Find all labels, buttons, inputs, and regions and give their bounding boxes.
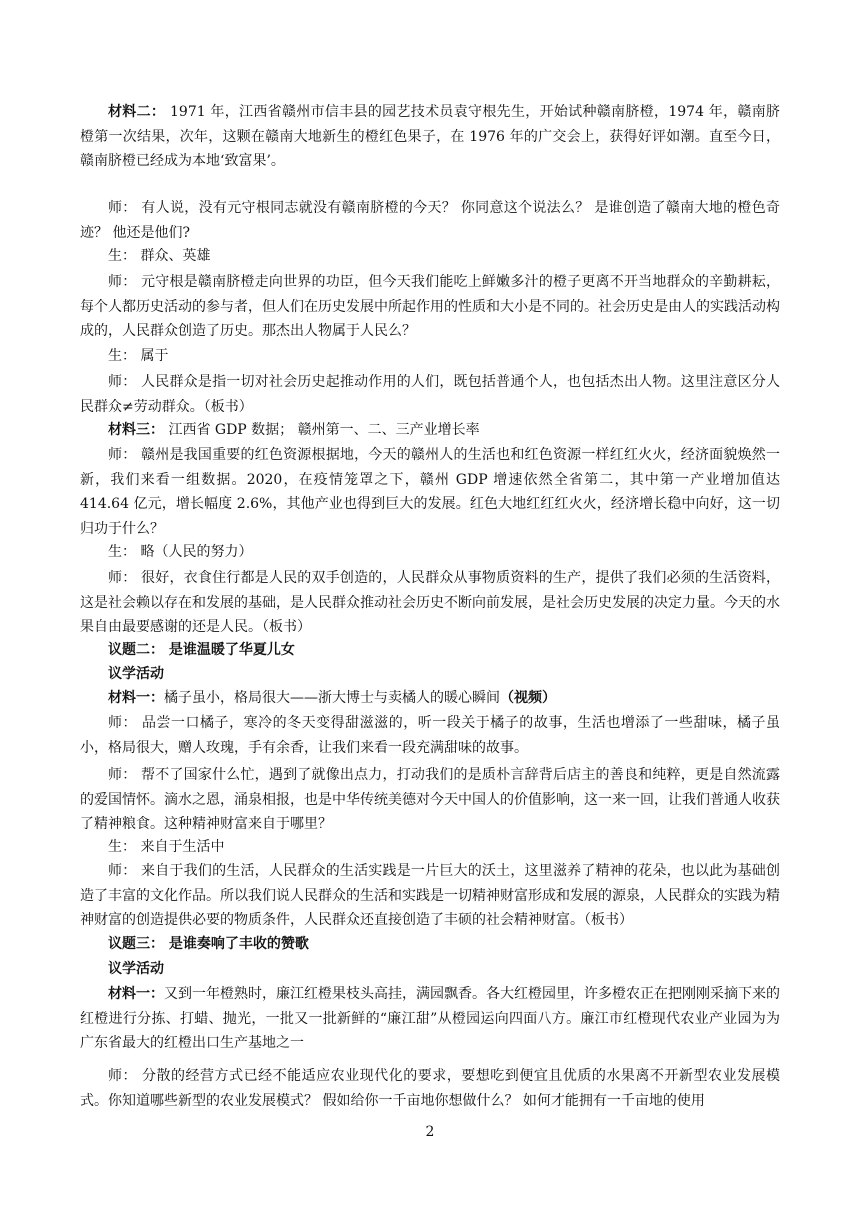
teacher-paragraph: [80, 1064, 780, 1113]
activity-heading: 议学活动: [108, 666, 164, 682]
teacher-paragraph: [80, 859, 780, 933]
paragraph-text: 有人说，没有元守根同志就没有赣南脐橙的今天？ 你同意这个说法么？ 是谁创造了赣南大地的橙色奇迹？ 他还是他们?: [80, 200, 781, 241]
material-text: 又到一年橙熟时，廉江红橙果枝头高挂，满园飘香。各大红橙园里，许多橙农正在把刚刚采摘下来的红橙进行分拣、打蜡、抛光，一批又一批新鲜的“廉江甜”从橙园运向四面八方。廉江市红橙现代农业产业园为为广东省最大的红橙出口生产基地之一: [80, 986, 780, 1051]
paragraph-text: 略（人民的努力）: [136, 544, 253, 560]
teacher-paragraph: [80, 763, 780, 837]
material-label: 材料一：: [108, 690, 164, 706]
speaker-label: 师：: [108, 767, 137, 783]
paragraph-text: 分散的经营方式已经不能适应农业现代化的要求，要想吃到便宜且优质的水果离不开新型农业发展模式。你知道哪些新型的农业发展模式？ 假如给你一千亩地你想做什么？ 如何才能拥有一千亩地的使用: [80, 1068, 781, 1109]
paragraph-text: 很好，衣食住行都是人民的双手创造的，人民群众从事物质资料的生产，提供了我们必须的生活资料，这是社会赖以存在和发展的基础，是人民群众推动社会历史不断向前发展，是社会历史发展的决定力量。今天的水果自由最要感谢的还是人民。（板书）: [80, 570, 780, 635]
speaker-label: 师：: [108, 200, 137, 216]
material-label: 材料一：: [108, 986, 164, 1002]
paragraph-text: 帮不了国家什么忙，遇到了就像出点力，打动我们的是质朴言辞背后店主的善良和纯粹，更是自然流露的爱国情怀。滴水之恩，涌泉相报，也是中华传统美德对今天中国人的价值影响，这一来一回，让我们普通人收获了精神粮食。这种精神财富来自于哪里？: [80, 767, 780, 832]
speaker-label: 师：: [108, 374, 137, 390]
material-text: 江西省 GDP 数据； 赣州第一、二、三产业增长率: [164, 422, 480, 438]
speaker-label: 师：: [108, 863, 137, 879]
speaker-label: 生：: [108, 248, 136, 264]
teacher-paragraph: [80, 711, 780, 760]
speaker-label: 生：: [108, 348, 136, 364]
topic-title: 是谁温暖了华夏儿女: [164, 642, 295, 658]
speaker-label: 生：: [108, 839, 136, 855]
material-text: 橘子虽小，格局很大——浙大博士与卖橘人的暖心瞬间: [164, 690, 500, 706]
paragraph-text: 赣州是我国重要的红色资源根据地，今天的赣州人的生活也和红色资源一样红红火火，经济面貌焕然一新，我们来看一组数据。2020，在疫情笼罩之下，赣州 GDP 增速依然全省第二，其中第一产业增加值达 414.64 亿元，增长幅度 2.6%，其他产业也得到巨大的发展。红色大地红红红火火，经济增长稳中向好，这一切归功于什么？: [80, 447, 780, 537]
topic-three-heading: [80, 932, 780, 957]
teacher-paragraph: [80, 270, 780, 344]
speaker-label: 师：: [108, 1068, 138, 1084]
teacher-paragraph: [80, 196, 780, 245]
material-label: 材料二：: [108, 104, 166, 120]
material-one-paragraph: [80, 686, 780, 711]
topic-label: 议题二：: [108, 642, 164, 658]
teacher-paragraph: [80, 443, 780, 541]
material-two-paragraph: [80, 100, 780, 174]
paragraph-text: 属于: [136, 348, 169, 364]
paragraph-text: 来自于我们的生活，人民群众的生活实践是一片巨大的沃土，这里滋养了精神的花朵，也以此为基础创造了丰富的文化作品。所以我们说人民群众的生活和实践是一切精神财富形成和发展的源泉，人民群众的实践为精神财富的创造提供必要的物质条件，人民群众还直接创造了丰硕的社会精神财富。（板书）: [80, 863, 780, 928]
teacher-paragraph: [80, 370, 780, 419]
topic-label: 议题三：: [108, 936, 164, 952]
paragraph-text: 人民群众是指一切对社会历史起推动作用的人们，既包括普通个人，也包括杰出人物。这里注意区分人民群众≠劳动群众。（板书）: [80, 374, 780, 415]
student-paragraph: [80, 244, 780, 269]
speaker-label: 师：: [108, 715, 138, 731]
material-one-paragraph: [80, 982, 780, 1056]
activity-heading: 议学活动: [108, 961, 164, 977]
page-number: 2: [425, 1124, 435, 1140]
speaker-label: 生：: [108, 544, 136, 560]
speaker-label: 师：: [108, 570, 137, 586]
topic-title: 是谁奏响了丰收的赞歌: [164, 936, 309, 952]
student-paragraph: [80, 540, 780, 565]
student-paragraph: [80, 344, 780, 369]
material-text: 1971 年，江西省赣州市信丰县的园艺技术员袁守根先生，开始试种赣南脐橙，1974 年，赣南脐橙第一次结果，次年，这颗在赣南大地新生的橙红色果子，在 1976 年的广交会上，获得好评如潮。直至今日，赣南脐橙已经成为本地‘致富果’。: [80, 104, 781, 169]
student-paragraph: [80, 835, 780, 860]
speaker-label: 师：: [108, 274, 137, 290]
speaker-label: 师：: [108, 447, 137, 463]
paragraph-text: 元守根是赣南脐橙走向世界的功臣，但今天我们能吃上鲜嫩多汁的橙子更离不开当地群众的辛勤耕耘，每个人都历史活动的参与者，但人们在历史发展中所起作用的性质和大小是不同的。社会历史是由人的实践活动构成的，人民群众创造了历史。那杰出人物属于人民么？: [80, 274, 780, 339]
paragraph-text: 品尝一口橘子，寒冷的冬天变得甜滋滋的，听一段关于橘子的故事，生活也增添了一些甜味，橘子虽小，格局很大，赠人玫瑰，手有余香，让我们来看一段充满甜味的故事。: [80, 715, 781, 756]
material-label: 材料三：: [108, 422, 164, 438]
paragraph-text: 来自于生活中: [136, 839, 225, 855]
video-tag: （视频）: [500, 690, 556, 706]
material-three-paragraph: [80, 418, 780, 443]
topic-two-heading: [80, 638, 780, 663]
teacher-paragraph: [80, 566, 780, 640]
paragraph-text: 群众、英雄: [136, 248, 211, 264]
